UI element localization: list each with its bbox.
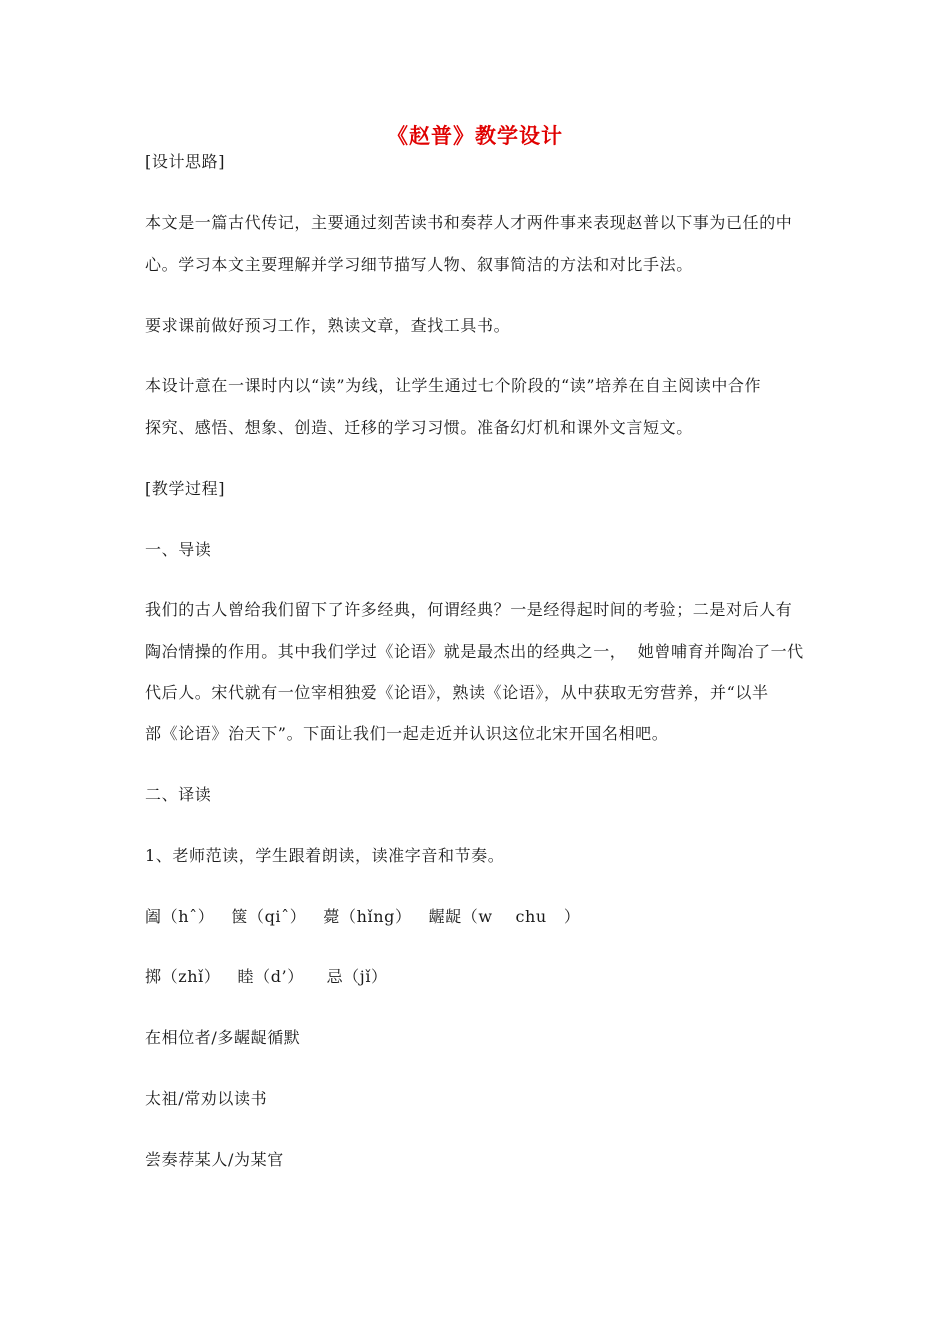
pronunciation-line: 掷（zhǐ） 睦（d’） 忌（jǐ） (145, 967, 388, 986)
subsection-heading-guided-reading: 一、导读 (145, 540, 212, 559)
paragraph-line: 部《论语》治天下”。下面让我们一起走近并认识这位北宋开国名相吧。 (145, 724, 669, 743)
rhythm-line: 尝奏荐某人/为某官 (145, 1150, 284, 1169)
document-title: 《赵普》教学设计 (387, 123, 563, 148)
paragraph-line: 1、老师范读，学生跟着朗读，读准字音和节奏。 (145, 846, 505, 865)
rhythm-line: 在相位者/多龌龊循默 (145, 1028, 301, 1047)
paragraph-line: 代后人。宋代就有一位宰相独爱《论语》，熟读《论语》，从中获取无穷营养，并“以半 (145, 683, 769, 702)
paragraph-line: 本文是一篇古代传记，主要通过刻苦读书和奏荐人才两件事来表现赵普以下事为已任的中 (145, 213, 793, 232)
pronunciation-line: 阖（hˆ） 箧（qiˆ） 薨（hǐng） 龌龊（w chu ） (145, 907, 581, 926)
paragraph-line: 本设计意在一课时内以“读”为线，让学生通过七个阶段的“读”培养在自主阅读中合作 (145, 376, 762, 395)
paragraph-line: 探究、感悟、想象、创造、迁移的学习习惯。准备幻灯机和课外文言短文。 (145, 418, 693, 437)
paragraph-line: 陶冶情操的作用。其中我们学过《论语》就是最杰出的经典之一， 她曾哺育并陶冶了一代 (145, 642, 804, 661)
section-heading-design-idea: [设计思路] (145, 152, 226, 171)
paragraph-line: 我们的古人曾给我们留下了许多经典，何谓经典？一是经得起时间的考验；二是对后人有 (145, 600, 793, 619)
rhythm-line: 太祖/常劝以读书 (145, 1089, 268, 1108)
subsection-heading-translation-reading: 二、译读 (145, 785, 212, 804)
paragraph-line: 心。学习本文主要理解并学习细节描写人物、叙事简洁的方法和对比手法。 (145, 255, 693, 274)
paragraph-line: 要求课前做好预习工作，熟读文章，查找工具书。 (145, 316, 511, 335)
section-heading-teaching-process: [教学过程] (145, 479, 226, 498)
